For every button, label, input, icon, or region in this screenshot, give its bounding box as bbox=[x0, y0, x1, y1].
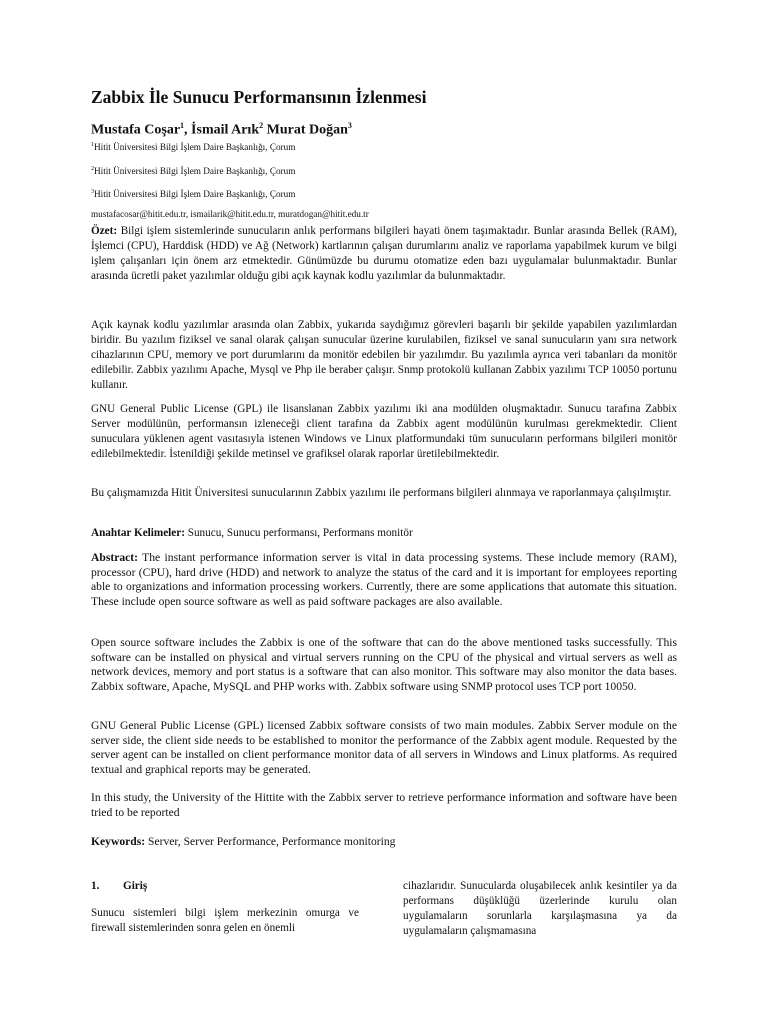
section-number: 1. bbox=[91, 880, 100, 892]
section-title: Giriş bbox=[123, 880, 148, 892]
author-name: İsmail Arık bbox=[191, 122, 260, 138]
tr-paragraph: Bu çalışmamızda Hitit Üniversitesi sunucularının Zabbix yazılımı ile performans bilgileri alınmaya ve raporlanmaya çalışılmıştır. bbox=[91, 487, 672, 499]
anahtar-text: Sunucu, Sunucu performansı, Performans monitör bbox=[184, 527, 413, 539]
affiliation bbox=[91, 139, 691, 153]
author-emails: mustafacosar@hitit.edu.tr, ismailarik@hitit.edu.tr, muratdogan@hitit.edu.tr bbox=[91, 209, 369, 219]
affiliation-sup: 2 bbox=[91, 166, 94, 172]
abstract-text: The instant performance information server is vital in data processing systems. These include memory (RAM), processor (CPU), hard drive (HDD) and network to analyze the status of the card and it is important for employees reporting able to organizations and information processing workers. Currently, there are some applications that automate this situation. These include open source software as well as paid software packages are also available. bbox=[91, 551, 677, 609]
en-paragraph: GNU General Public License (GPL) licensed Zabbix software consists of two main modules. Zabbix Server module on the server side, the client side needs to be established to monitor the performance of the Zabbix agent module. Requested by the server agent can be installed on client performance monitor data of all servers in Windows and Linux platforms. As required textual and graphical reports may be generated. bbox=[91, 719, 677, 777]
ozet-text: Bilgi işlem sistemlerinde sunucuların anlık performans bilgileri hayati önem taşımaktadır. Bunlar arasında Bellek (RAM), İşlemci (CPU), Harddisk (HDD) ve Ağ (Network) kartlarının çalışan durumlarını analiz ve raporlama yapabilmek kurum ve bilgi işlem çalışanları için önem arz etmektedir. Günümüzde bu durumu otomatize eden bazı uygulamalar bulunmaktadır. Bunlar arasında ücretli paket yazılımlar olduğu gibi açık kaynak kodlu yazılımlar da bulunmaktadır. bbox=[91, 225, 677, 282]
author-sup: 3 bbox=[347, 121, 352, 130]
anahtar-label: Anahtar Kelimeler: bbox=[91, 527, 185, 539]
keywords-label: Keywords: bbox=[91, 835, 146, 848]
ozet-paragraph bbox=[91, 224, 677, 284]
tr-paragraph: Açık kaynak kodlu yazılımlar arasında olan Zabbix, yukarıda saydığımız görevleri başarılı bir şekilde yapabilen yazılımlardan biridir. Bu yazılım fiziksel ve sanal olarak çalışan sunucular üzerine kurulabilen, fiziksel ve sanal sunucuların yanı sıra network cihazlarının CPU, memory ve port durumlarını da monitör edebilen bir yazılımdır. Bu yazılımla ayrıca veri tabanları da monitör edilebilir. Zabbix yazılımı Apache, Mysql ve Php ile beraber çalışır. Snmp protokolü kullanan Zabbix yazılımı TCP 10050 portunu kullanır. bbox=[91, 319, 677, 391]
affiliation bbox=[91, 186, 691, 200]
anahtar-kelimeler bbox=[91, 526, 677, 541]
abstract-label: Abstract: bbox=[91, 551, 139, 564]
author-name: Murat Doğan bbox=[266, 122, 348, 138]
affiliation-text: Hitit Üniversitesi Bilgi İşlem Daire Başkanlığı, Çorum bbox=[94, 189, 296, 200]
author-sup: 2 bbox=[259, 121, 264, 130]
section-left-column-text: Sunucu sistemleri bilgi işlem merkezinin omurga ve firewall sistemlerinden sonra gelen en önemli bbox=[91, 907, 359, 934]
affiliation-text: Hitit Üniversitesi Bilgi İşlem Daire Başkanlığı, Çorum bbox=[94, 166, 296, 177]
affiliation-sup: 1 bbox=[91, 142, 94, 148]
keywords bbox=[91, 835, 677, 850]
affiliation-sup: 3 bbox=[91, 189, 94, 195]
paper-title: Zabbix İle Sunucu Performansının İzlenmesi bbox=[91, 87, 427, 107]
affiliation bbox=[91, 163, 691, 177]
section-heading bbox=[91, 879, 359, 894]
author-separator: , bbox=[184, 122, 192, 138]
en-paragraph: In this study, the University of the Hittite with the Zabbix server to retrieve performance information and software have been tried to be reported bbox=[91, 791, 677, 819]
keywords-text: Server, Server Performance, Performance monitoring bbox=[145, 835, 396, 848]
author-list bbox=[91, 117, 691, 140]
ozet-label: Özet: bbox=[91, 225, 118, 237]
abstract-paragraph bbox=[91, 551, 677, 610]
author-name: Mustafa Coşar bbox=[91, 122, 181, 138]
section-right-column-text: cihazlarıdır. Sunucularda oluşabilecek anlık kesintiler ya da performans düşüklüğü üzerlerinde kurulu olan uygulamaların sorunlarla karşılaşmasına ya da uygulamaların çalışmamasına bbox=[403, 880, 677, 937]
en-paragraph: Open source software includes the Zabbix is one of the software that can do the above mentioned tasks successfully. This software can be installed on physical and virtual servers running on the CPU of the physical and virtual servers as well as network devices, memory and port status is a software that can also monitor. This software may also monitor the data bases. Zabbix software, Apache, MySQL and PHP works with. Zabbix software using SNMP protocol uses TCP port 10050. bbox=[91, 636, 677, 694]
affiliation-text: Hitit Üniversitesi Bilgi İşlem Daire Başkanlığı, Çorum bbox=[94, 142, 296, 153]
author-sup: 1 bbox=[180, 121, 185, 130]
tr-paragraph: GNU General Public License (GPL) ile lisanslanan Zabbix yazılımı iki ana modülden oluşmaktadır. Sunucu tarafına Zabbix Server modülünün, performansın izleneceği client tarafına da Zabbix agent modülünün kurulması gerekmektedir. Client sunuculara yüklenen agent vasıtasıyla istenen Windows ve Linux platformundaki tüm sunucuların performans bilgileri monitör edilebilmektedir. İstenildiği şekilde metinsel ve grafiksel olarak raporlar üretilebilmektedir. bbox=[91, 403, 677, 460]
